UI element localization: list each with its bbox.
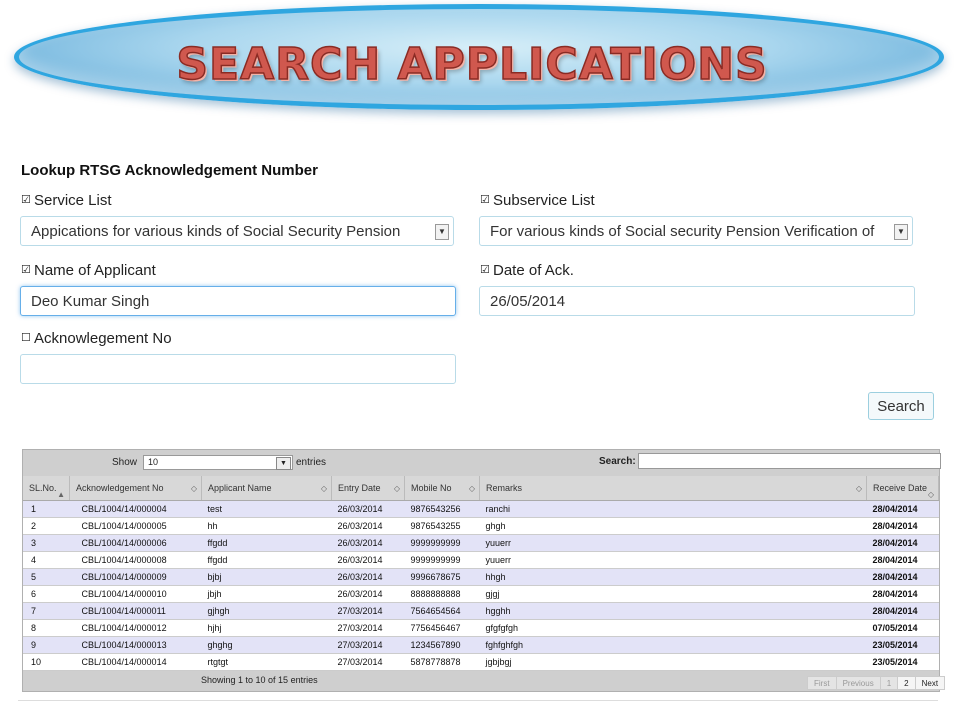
results-table <box>23 476 939 671</box>
pager-next[interactable]: Next <box>915 676 945 690</box>
table-cell: ffgdd <box>202 535 332 552</box>
table-cell: 3 <box>23 535 70 552</box>
pager-previous[interactable]: Previous <box>836 676 881 690</box>
table-cell: 27/03/2014 <box>332 654 405 671</box>
date-of-ack-input[interactable] <box>479 286 915 316</box>
table-cell: ghghg <box>202 637 332 654</box>
table-cell: 1234567890 <box>405 637 480 654</box>
service-list-label <box>21 192 112 209</box>
table-search-input[interactable] <box>638 453 941 469</box>
table-cell: jbjh <box>202 586 332 603</box>
ack-no-label <box>21 330 172 347</box>
ack-no-checkbox[interactable]: ☐ <box>21 332 31 344</box>
column-header-mobile-no[interactable]: Mobile No ◇ <box>405 476 480 501</box>
table-row[interactable] <box>23 637 939 654</box>
table-cell: 26/03/2014 <box>332 535 405 552</box>
table-cell: CBL/1004/14/000005 <box>70 518 202 535</box>
subservice-list-label <box>480 192 595 209</box>
table-cell: 9876543256 <box>405 501 480 518</box>
chevron-down-icon[interactable]: ▼ <box>435 224 449 240</box>
search-label: Search: <box>599 456 636 467</box>
column-header-receive-date[interactable]: Receive Date ◇ <box>867 476 939 501</box>
subservice-list-select[interactable] <box>479 216 913 246</box>
table-cell: 9999999999 <box>405 552 480 569</box>
table-cell: hgghh <box>480 603 867 620</box>
table-cell: 2 <box>23 518 70 535</box>
lookup-title: Lookup RTSG Acknowledgement Number <box>21 162 318 179</box>
table-cell: hh <box>202 518 332 535</box>
table-cell: gjgj <box>480 586 867 603</box>
applicant-name-input[interactable] <box>20 286 456 316</box>
table-cell: 5 <box>23 569 70 586</box>
table-cell: 10 <box>23 654 70 671</box>
subservice-list-checkbox[interactable]: ☑ <box>480 194 490 206</box>
column-header-applicant-name[interactable]: Applicant Name ◇ <box>202 476 332 501</box>
service-list-select[interactable] <box>20 216 454 246</box>
sort-icon[interactable]: ◇ <box>393 484 400 493</box>
banner-title: SEARCH APPLICATIONS <box>176 39 768 90</box>
table-row[interactable] <box>23 501 939 518</box>
table-row[interactable] <box>23 552 939 569</box>
show-label: Show <box>112 457 138 468</box>
table-cell: 5878778878 <box>405 654 480 671</box>
table-cell: CBL/1004/14/000006 <box>70 535 202 552</box>
pager-page-1[interactable]: 1 <box>880 676 898 690</box>
table-cell: 26/03/2014 <box>332 586 405 603</box>
table-cell: 27/03/2014 <box>332 620 405 637</box>
table-cell: CBL/1004/14/000013 <box>70 637 202 654</box>
subservice-list-label-text: Subservice List <box>493 192 595 209</box>
table-cell: 9 <box>23 637 70 654</box>
table-cell: 8888888888 <box>405 586 480 603</box>
applicant-name-checkbox[interactable]: ☑ <box>21 264 31 276</box>
sort-icon[interactable]: ◇ <box>855 484 862 493</box>
table-row[interactable] <box>23 569 939 586</box>
table-cell: 28/04/2014 <box>867 569 939 586</box>
ack-no-input[interactable] <box>20 354 456 384</box>
column-header-entry-date[interactable]: Entry Date ◇ <box>332 476 405 501</box>
table-cell: 26/03/2014 <box>332 552 405 569</box>
sort-icon[interactable]: ◇ <box>927 490 934 499</box>
date-of-ack-checkbox[interactable]: ☑ <box>480 264 490 276</box>
service-list-checkbox[interactable]: ☑ <box>21 194 31 206</box>
table-row[interactable] <box>23 603 939 620</box>
applicant-name-value: Deo Kumar Singh <box>31 292 150 310</box>
table-cell: hhgh <box>480 569 867 586</box>
table-cell: 9996678675 <box>405 569 480 586</box>
table-cell: yuuerr <box>480 535 867 552</box>
table-cell: test <box>202 501 332 518</box>
table-row[interactable] <box>23 535 939 552</box>
table-header-row <box>23 476 939 501</box>
table-cell: CBL/1004/14/000009 <box>70 569 202 586</box>
table-cell: ffgdd <box>202 552 332 569</box>
table-cell: 23/05/2014 <box>867 654 939 671</box>
table-cell: CBL/1004/14/000011 <box>70 603 202 620</box>
table-cell: CBL/1004/14/000004 <box>70 501 202 518</box>
date-of-ack-label-text: Date of Ack. <box>493 262 574 279</box>
table-cell: 23/05/2014 <box>867 637 939 654</box>
table-cell: bjbj <box>202 569 332 586</box>
results-panel <box>22 449 940 692</box>
service-list-label-text: Service List <box>34 192 112 209</box>
pager-first[interactable]: First <box>807 676 837 690</box>
table-cell: 28/04/2014 <box>867 535 939 552</box>
table-cell: rtgtgt <box>202 654 332 671</box>
pagination <box>808 676 945 690</box>
applicant-name-label <box>21 262 156 279</box>
table-cell: hjhj <box>202 620 332 637</box>
sort-icon[interactable]: ◇ <box>320 484 327 493</box>
table-cell: 26/03/2014 <box>332 569 405 586</box>
table-cell: ranchi <box>480 501 867 518</box>
subservice-list-value: For various kinds of Social security Pension Verification of <box>490 222 875 240</box>
sort-icon[interactable]: ◇ <box>190 484 197 493</box>
table-cell: 27/03/2014 <box>332 637 405 654</box>
table-cell: 26/03/2014 <box>332 518 405 535</box>
table-cell: 07/05/2014 <box>867 620 939 637</box>
table-cell: 8 <box>23 620 70 637</box>
table-cell: 28/04/2014 <box>867 501 939 518</box>
table-cell: gjhgh <box>202 603 332 620</box>
table-cell: CBL/1004/14/000012 <box>70 620 202 637</box>
column-header-sl-no[interactable]: SL.No. ▲ <box>23 476 70 501</box>
table-cell: 26/03/2014 <box>332 501 405 518</box>
table-cell: 6 <box>23 586 70 603</box>
table-row[interactable] <box>23 654 939 671</box>
table-cell: jgbjbgj <box>480 654 867 671</box>
title-banner <box>14 4 944 110</box>
date-of-ack-label <box>480 262 574 279</box>
table-cell: 7756456467 <box>405 620 480 637</box>
table-cell: CBL/1004/14/000010 <box>70 586 202 603</box>
sort-asc-icon[interactable]: ▲ <box>57 490 65 499</box>
table-info: Showing 1 to 10 of 15 entries <box>201 675 318 685</box>
search-button[interactable]: Search <box>868 392 934 420</box>
chevron-down-icon[interactable]: ▼ <box>894 224 908 240</box>
table-cell: 9999999999 <box>405 535 480 552</box>
table-cell: ghgh <box>480 518 867 535</box>
table-cell: CBL/1004/14/000014 <box>70 654 202 671</box>
table-row[interactable] <box>23 586 939 603</box>
table-cell: fghfghfgh <box>480 637 867 654</box>
table-cell: 28/04/2014 <box>867 586 939 603</box>
table-cell: 7 <box>23 603 70 620</box>
date-of-ack-value: 26/05/2014 <box>490 292 566 310</box>
table-cell: 9876543255 <box>405 518 480 535</box>
table-cell: 7564654564 <box>405 603 480 620</box>
divider <box>18 700 938 701</box>
entries-label: entries <box>296 457 327 468</box>
table-cell: 4 <box>23 552 70 569</box>
table-cell: 28/04/2014 <box>867 552 939 569</box>
page-length-value: 10 <box>148 457 159 467</box>
ack-no-label-text: Acknowlegement No <box>34 330 172 347</box>
column-header-ack-no[interactable]: Acknowledgement No ◇ <box>70 476 202 501</box>
table-cell: 28/04/2014 <box>867 603 939 620</box>
chevron-down-icon[interactable]: ▼ <box>276 457 291 470</box>
table-cell: 1 <box>23 501 70 518</box>
table-cell: 28/04/2014 <box>867 518 939 535</box>
table-cell: CBL/1004/14/000008 <box>70 552 202 569</box>
sort-icon[interactable]: ◇ <box>468 484 475 493</box>
table-cell: gfgfgfgh <box>480 620 867 637</box>
applicant-name-label-text: Name of Applicant <box>34 262 156 279</box>
table-cell: 27/03/2014 <box>332 603 405 620</box>
column-header-remarks[interactable]: Remarks ◇ <box>480 476 867 501</box>
pager-page-2[interactable]: 2 <box>897 676 915 690</box>
table-row[interactable] <box>23 620 939 637</box>
table-row[interactable] <box>23 518 939 535</box>
table-cell: yuuerr <box>480 552 867 569</box>
page-length-select[interactable] <box>143 455 293 470</box>
service-list-value: Appications for various kinds of Social Security Pension <box>31 222 401 240</box>
